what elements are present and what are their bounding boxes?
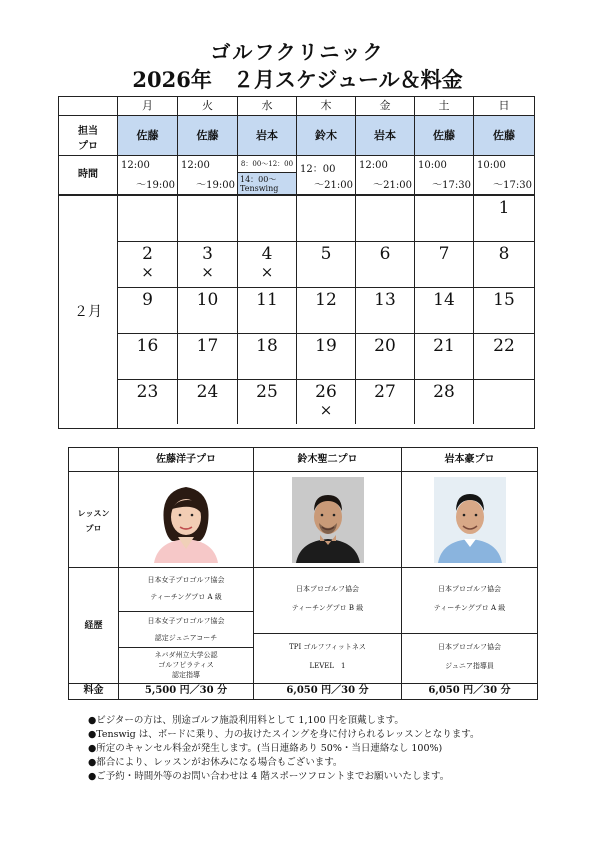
day-number: 11 xyxy=(256,290,278,310)
day-number: 3 xyxy=(202,244,213,264)
calendar-day xyxy=(415,380,474,424)
calendar-day xyxy=(178,196,238,242)
day-number: 7 xyxy=(438,244,450,264)
time-mon: 12:00 ～19:00 xyxy=(118,156,178,196)
photo-cell-iwamoto xyxy=(402,472,537,568)
day-number: 26 xyxy=(315,382,337,402)
note-item: ●都合により、レッスンがお休みになる場合もございます。 xyxy=(88,757,343,768)
calendar-day xyxy=(238,288,297,334)
pro-table-corner xyxy=(69,448,119,472)
career-sato-2: 日本女子プロゴルフ協会 認定ジュニアコーチ xyxy=(119,612,254,648)
calendar-day xyxy=(238,334,297,380)
calendar-day xyxy=(415,288,474,334)
weekday-sun: 日 xyxy=(474,97,534,116)
note-item: ●所定のキャンセル料金が発生します。(当日連絡あり 50%・当日連絡なし 100%) xyxy=(88,743,443,754)
day-number: 22 xyxy=(493,336,515,356)
calendar-day xyxy=(297,288,356,334)
day-number: 1 xyxy=(498,198,510,218)
time-fri: 12:00 ～21:00 xyxy=(356,156,415,196)
calendar-day xyxy=(474,380,534,424)
day-number: 16 xyxy=(136,336,159,356)
day-number: 23 xyxy=(136,382,159,402)
day-number: 12 xyxy=(315,290,337,310)
calendar-day xyxy=(474,196,534,242)
calendar-day xyxy=(118,242,178,288)
weekday-sat: 土 xyxy=(415,97,474,116)
pro-tue: 佐藤 xyxy=(178,116,238,156)
calendar-day xyxy=(118,288,178,334)
time-tue: 12:00 ～19:00 xyxy=(178,156,238,196)
calendar-day xyxy=(356,242,415,288)
page-title: ゴルフクリニック xyxy=(210,40,385,64)
day-number: 28 xyxy=(433,382,455,402)
calendar-day xyxy=(356,288,415,334)
day-number: 18 xyxy=(256,336,278,356)
day-number: 6 xyxy=(379,244,391,264)
calendar-day xyxy=(356,196,415,242)
career-sato-3: ネバダ州立大学公認 ゴルフピラティス 認定指導 xyxy=(119,648,254,684)
note-item: ●ビジターの方は、別途ゴルフ施設利用料として 1,100 円を頂戴します。 xyxy=(88,715,404,726)
career-suzuki-2: TPI ゴルフフィットネス LEVEL 1 xyxy=(254,634,402,684)
calendar-day xyxy=(474,288,534,334)
calendar-day xyxy=(238,242,297,288)
calendar-day xyxy=(178,242,238,288)
time-sun: 10:00 ～17:30 xyxy=(474,156,534,196)
day-number: 10 xyxy=(196,290,219,310)
career-iwamoto-1: 日本プロゴルフ協会 ティーチングプロ A 級 xyxy=(402,568,537,634)
pro-name-iwamoto: 岩本豪プロ xyxy=(402,448,537,472)
time-sat: 10:00 ～17:30 xyxy=(415,156,474,196)
fee-suzuki: 6,050 円／30 分 xyxy=(254,684,402,699)
weekday-wed: 水 xyxy=(238,97,297,116)
pro-fri: 岩本 xyxy=(356,116,415,156)
day-number: 2 xyxy=(142,244,153,264)
day-number: 13 xyxy=(374,290,396,310)
calendar-day xyxy=(238,196,297,242)
notes-list xyxy=(88,714,558,784)
day-number: 8 xyxy=(498,244,510,264)
calendar-day xyxy=(415,242,474,288)
photo-iwamoto xyxy=(434,477,506,563)
closed-mark: × xyxy=(260,263,274,281)
pro-thu: 鈴木 xyxy=(297,116,356,156)
calendar-day xyxy=(178,380,238,424)
month-label: ２月 xyxy=(59,196,118,428)
note-item: ●ご予約・時間外等のお問い合わせは 4 階スポーツフロントまでお願いいたします。 xyxy=(88,771,450,782)
weekday-mon: 月 xyxy=(118,97,178,116)
fee-sato: 5,500 円／30 分 xyxy=(119,684,254,699)
day-number: 14 xyxy=(433,290,455,310)
calendar-day xyxy=(238,380,297,424)
photo-sato xyxy=(150,477,222,563)
calendar-day xyxy=(297,196,356,242)
calendar-day xyxy=(178,288,238,334)
tenswing-slot: 14：00～ Tenswing xyxy=(238,172,296,194)
weekday-fri: 金 xyxy=(356,97,415,116)
calendar-day xyxy=(474,334,534,380)
calendar-day xyxy=(297,380,356,424)
day-number: 9 xyxy=(142,290,153,310)
note-item: ●Tenswig は、ボードに乗り、力の抜けたスイングを身に付けられるレッスンとなります。 xyxy=(88,729,480,740)
schedule-grid xyxy=(58,96,535,429)
calendar-day xyxy=(178,334,238,380)
calendar-day xyxy=(297,242,356,288)
career-iwamoto-2: 日本プロゴルフ協会 ジュニア指導員 xyxy=(402,634,537,684)
pro-mon: 佐藤 xyxy=(118,116,178,156)
day-number: 17 xyxy=(196,336,219,356)
calendar-day xyxy=(356,380,415,424)
calendar-day xyxy=(118,334,178,380)
day-number: 15 xyxy=(493,290,515,310)
pro-name-suzuki: 鈴木聖二プロ xyxy=(254,448,402,472)
day-number: 21 xyxy=(433,336,455,356)
pro-table xyxy=(68,447,538,700)
career-sato-1: 日本女子プロゴルフ協会 ティーチングプロ A 級 xyxy=(119,568,254,612)
calendar-day xyxy=(297,334,356,380)
pro-row-label: 担当 プロ xyxy=(59,116,118,156)
day-number: 19 xyxy=(315,336,337,356)
calendar-day xyxy=(356,334,415,380)
fee-iwamoto: 6,050 円／30 分 xyxy=(428,685,511,696)
time-row-label: 時間 xyxy=(59,156,118,196)
career-label: 経歴 xyxy=(69,568,119,684)
day-number: 4 xyxy=(261,244,273,264)
day-number: 20 xyxy=(374,336,396,356)
time-wed: 8：00～12：00 14：00～ Tenswing xyxy=(238,156,297,196)
career-suzuki-1: 日本プロゴルフ協会 ティーチングプロ B 級 xyxy=(254,568,402,634)
page-subtitle: 2026年 ２月スケジュール＆料金 xyxy=(132,67,463,92)
fee-label: 料金 xyxy=(69,684,119,699)
pro-wed: 岩本 xyxy=(238,116,297,156)
closed-mark: × xyxy=(201,263,214,281)
photo-suzuki xyxy=(292,477,364,563)
pro-name-sato: 佐藤洋子プロ xyxy=(119,448,254,472)
lesson-pro-label: レッスン プロ xyxy=(69,472,119,568)
calendar-day xyxy=(474,242,534,288)
time-thu: 12：00 ～21:00 xyxy=(297,156,356,196)
pro-sat: 佐藤 xyxy=(415,116,474,156)
photo-cell-suzuki xyxy=(254,472,402,568)
closed-mark: × xyxy=(141,263,154,281)
calendar-day xyxy=(415,196,474,242)
calendar-day xyxy=(118,380,178,424)
day-number: 27 xyxy=(374,382,396,402)
photo-cell-sato xyxy=(119,472,254,568)
calendar-day xyxy=(415,334,474,380)
day-number: 5 xyxy=(320,244,332,264)
weekday-tue: 火 xyxy=(178,97,238,116)
weekday-thu: 木 xyxy=(297,97,356,116)
closed-mark: × xyxy=(319,401,333,419)
day-number: 25 xyxy=(256,382,278,402)
corner-cell xyxy=(59,97,118,116)
day-number: 24 xyxy=(196,382,219,402)
pro-sun: 佐藤 xyxy=(474,116,534,156)
calendar-day xyxy=(118,196,178,242)
